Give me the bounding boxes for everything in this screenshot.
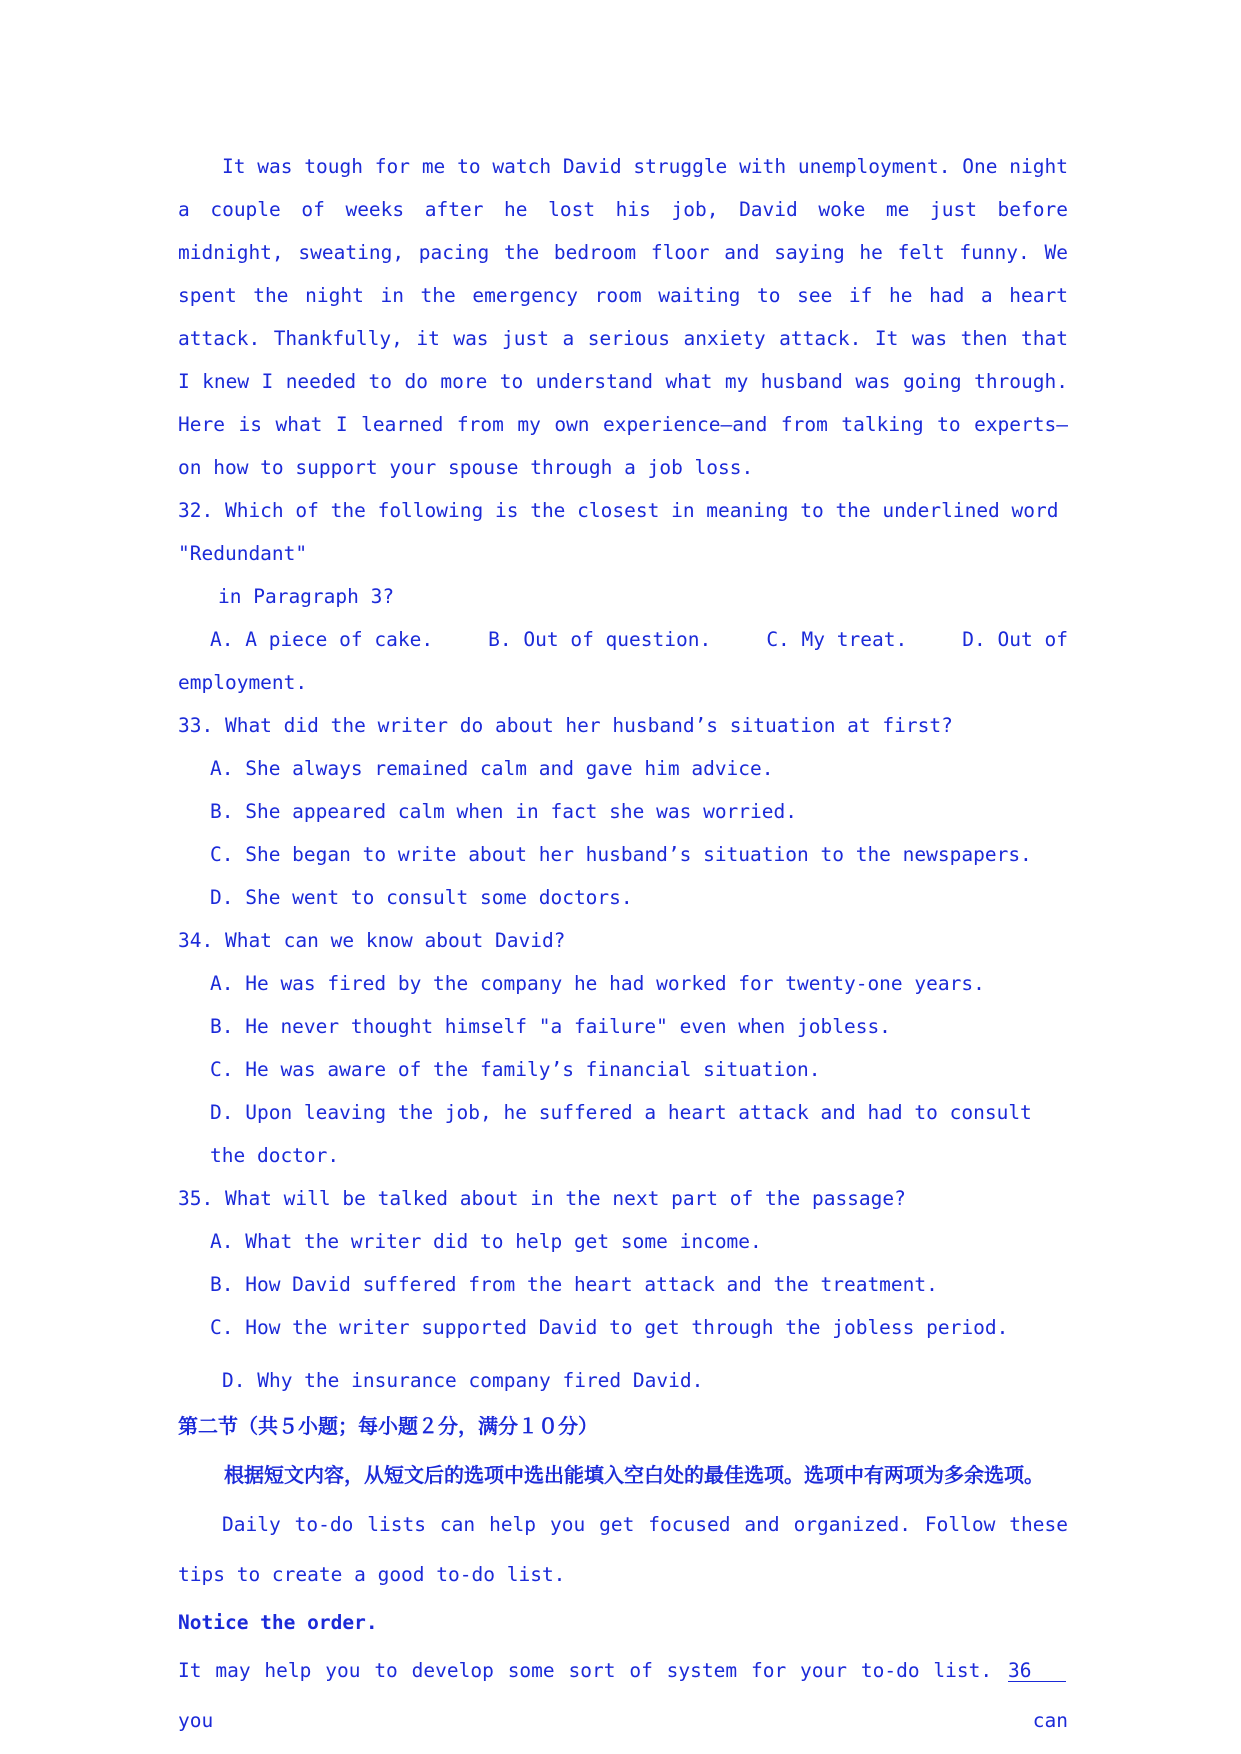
question-35-option-a[interactable]: A. What the writer did to help get some income. <box>210 1230 762 1253</box>
question-32-stem-line1: 32. Which of the following is the closest in meaning to the underlined word "Redundant" <box>178 499 1059 565</box>
question-35 <box>178 1177 1068 1402</box>
question-34-option-a[interactable]: A. He was fired by the company he had worked for twenty-one years. <box>210 972 985 995</box>
section-2-intro: Daily to-do lists can help you get focused and organized. Follow these tips to create a good to-do list. <box>178 1513 1068 1586</box>
question-34-option-c[interactable]: C. He was aware of the family’s financial situation. <box>210 1058 821 1081</box>
section-2-instruction: 根据短文内容，从短文后的选项中选出能填入空白处的最佳选项。选项中有两项为多余选项。 <box>224 1463 1044 1487</box>
question-32-stem-line2: in Paragraph 3? <box>218 585 395 608</box>
question-33-option-b[interactable]: B. She appeared calm when in fact she was worried. <box>210 800 797 823</box>
question-32-options-row <box>178 618 1068 661</box>
question-34-option-d[interactable]: D. Upon leaving the job, he suffered a heart attack and had to consult the doctor. <box>210 1101 1032 1167</box>
question-33-option-c[interactable]: C. She began to write about her husband’s situation to the newspapers. <box>210 843 1032 866</box>
text-after-blank: you can <box>178 1709 1068 1732</box>
question-32-option-c[interactable]: C. My treat. <box>766 628 908 651</box>
text-before-blank: It may help you to develop some sort of system for your to-do list. <box>178 1659 993 1682</box>
question-33-option-d[interactable]: D. She went to consult some doctors. <box>210 886 633 909</box>
question-34-option-b[interactable]: B. He never thought himself "a failure" even when jobless. <box>210 1015 891 1038</box>
question-35-option-c[interactable]: C. How the writer supported David to get through the jobless period. <box>210 1316 1009 1339</box>
section-2-heading: 第二节（共５小题；每小题２分，满分１０分） <box>178 1414 598 1438</box>
question-33 <box>178 704 1068 919</box>
question-32 <box>178 489 1068 704</box>
passage-paragraph: It was tough for me to watch David struggle with unemployment. One night a couple of weeks after he lost his job, David woke me just before midnight, sweating, pacing the bedroom floor and saying he felt funny. We spent the night in the emergency room waiting to see if he had a heart attack. Thankfully, it was just a serious anxiety attack. It was then that I knew I needed to do more to understand what my husband was going through. Here is what I learned from my own experience—and from talking to experts—on how to support your spouse through a job loss. <box>178 155 1068 479</box>
question-32-option-b[interactable]: B. Out of question. <box>488 628 712 651</box>
question-34 <box>178 919 1068 1177</box>
question-35-stem: 35. What will be talked about in the next part of the passage? <box>178 1187 906 1210</box>
section-2-subheading: Notice the order. <box>178 1611 378 1634</box>
section-2-blank-line <box>178 1646 1068 1746</box>
question-35-option-d[interactable]: D. Why the insurance company fired David. <box>222 1369 704 1392</box>
question-33-stem: 33. What did the writer do about her husband’s situation at first? <box>178 714 953 737</box>
question-34-stem: 34. What can we know about David? <box>178 929 566 952</box>
exam-page <box>178 145 1068 1746</box>
question-32-option-d-continued: employment. <box>178 671 308 694</box>
question-32-option-a[interactable]: A. A piece of cake. <box>210 628 434 651</box>
question-32-option-d[interactable]: D. Out of <box>962 628 1068 651</box>
question-35-option-b[interactable]: B. How David suffered from the heart attack and the treatment. <box>210 1273 938 1296</box>
blank-36[interactable]: 36 <box>1008 1661 1066 1682</box>
question-33-option-a[interactable]: A. She always remained calm and gave him advice. <box>210 757 774 780</box>
